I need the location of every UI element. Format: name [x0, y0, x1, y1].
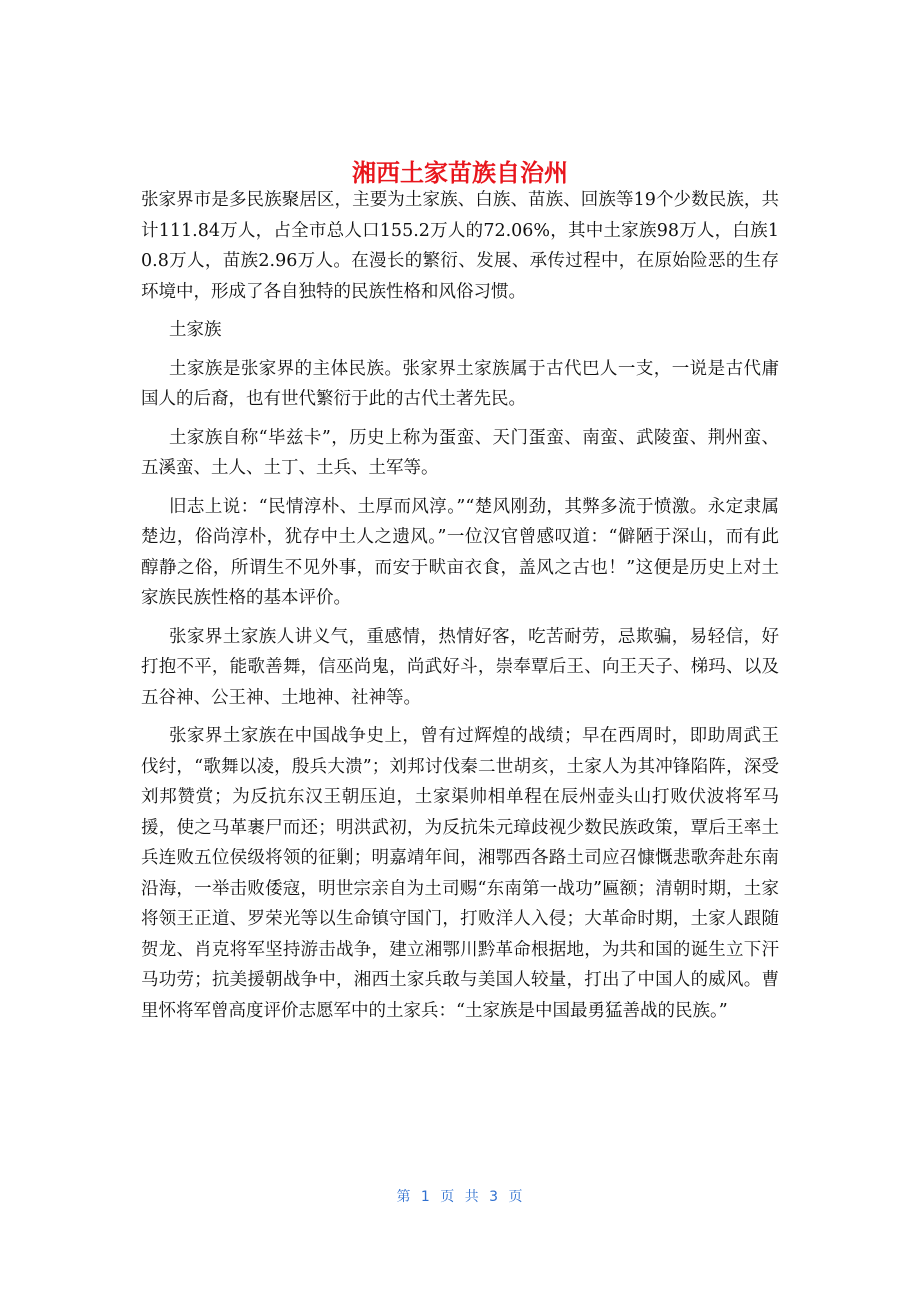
body-paragraph: 土家族自称“毕兹卡”，历史上称为蛋蛮、天门蛋蛮、南蛮、武陵蛮、荆州蛮、五溪蛮、土人、土丁、土兵、土军等。 — [141, 427, 779, 478]
body-paragraph: 土家族是张家界的主体民族。张家界土家族属于古代巴人一支，一说是古代庸国人的后裔，也有世代繁衍于此的古代土著先民。 — [141, 358, 779, 409]
body-paragraph: 旧志上说：“民情淳朴、土厚而风淳。”“楚风刚劲，其弊多流于愤激。永定隶属楚边，俗尚淳朴，犹存中土人之遗风。”一位汉官曾感叹道：“僻陋于深山，而有此醇静之俗，所谓生不见外事，而安于畎亩衣食，盖风之古也！”这便是历史上对土家族民族性格的基本评价。 — [141, 496, 779, 608]
section-heading-tujia: 土家族 — [169, 320, 222, 340]
document-title: 湘西土家苗族自治州 — [352, 159, 568, 188]
document-body — [141, 185, 779, 1026]
intro-paragraph: 张家界市是多民族聚居区，主要为土家族、白族、苗族、回族等19个少数民族，共计111.84万人，占全市总人口155.2万人的72.06%，其中土家族98万人，白族10.8万人，苗族2.96万人。在漫长的繁衍、发展、承传过程中，在原始险恶的生存环境中，形成了各自独特的民族性格和风俗习惯。 — [141, 190, 779, 302]
page-number-footer: 第 1 页 共 3 页 — [396, 1189, 524, 1205]
body-paragraph: 张家界土家族在中国战争史上，曾有过辉煌的战绩；早在西周时，即助周武王伐纣，“歌舞以凌，殷兵大溃”；刘邦讨伐秦二世胡亥，土家人为其冲锋陷阵，深受刘邦赞赏；为反抗东汉王朝压迫，土家渠帅相单程在辰州壶头山打败伏波将军马援，使之马革裹尸而还；明洪武初，为反抗朱元璋歧视少数民族政策，覃后王率土兵连败五位侯级将领的征剿；明嘉靖年间，湘鄂西各路土司应召慷慨悲歌奔赴东南沿海，一举击败倭寇，明世宗亲自为土司赐“东南第一战功”匾额；清朝时期，土家将领王正道、罗荣光等以生命镇守国门，打败洋人入侵；大革命时期，土家人跟随贺龙、肖克将军坚持游击战争，建立湘鄂川黔革命根据地，为共和国的诞生立下汗马功劳；抗美援朝战争中，湘西土家兵敢与美国人较量，打出了中国人的威风。曹里怀将军曾高度评价志愿军中的土家兵：“土家族是中国最勇猛善战的民族。” — [141, 726, 779, 1021]
body-paragraph: 张家界土家族人讲义气，重感情，热情好客，吃苦耐劳，忌欺骗，易轻信，好打抱不平，能歌善舞，信巫尚鬼，尚武好斗，崇奉覃后王、向王天子、梯玛、以及五谷神、公王神、土地神、社神等。 — [141, 626, 779, 708]
